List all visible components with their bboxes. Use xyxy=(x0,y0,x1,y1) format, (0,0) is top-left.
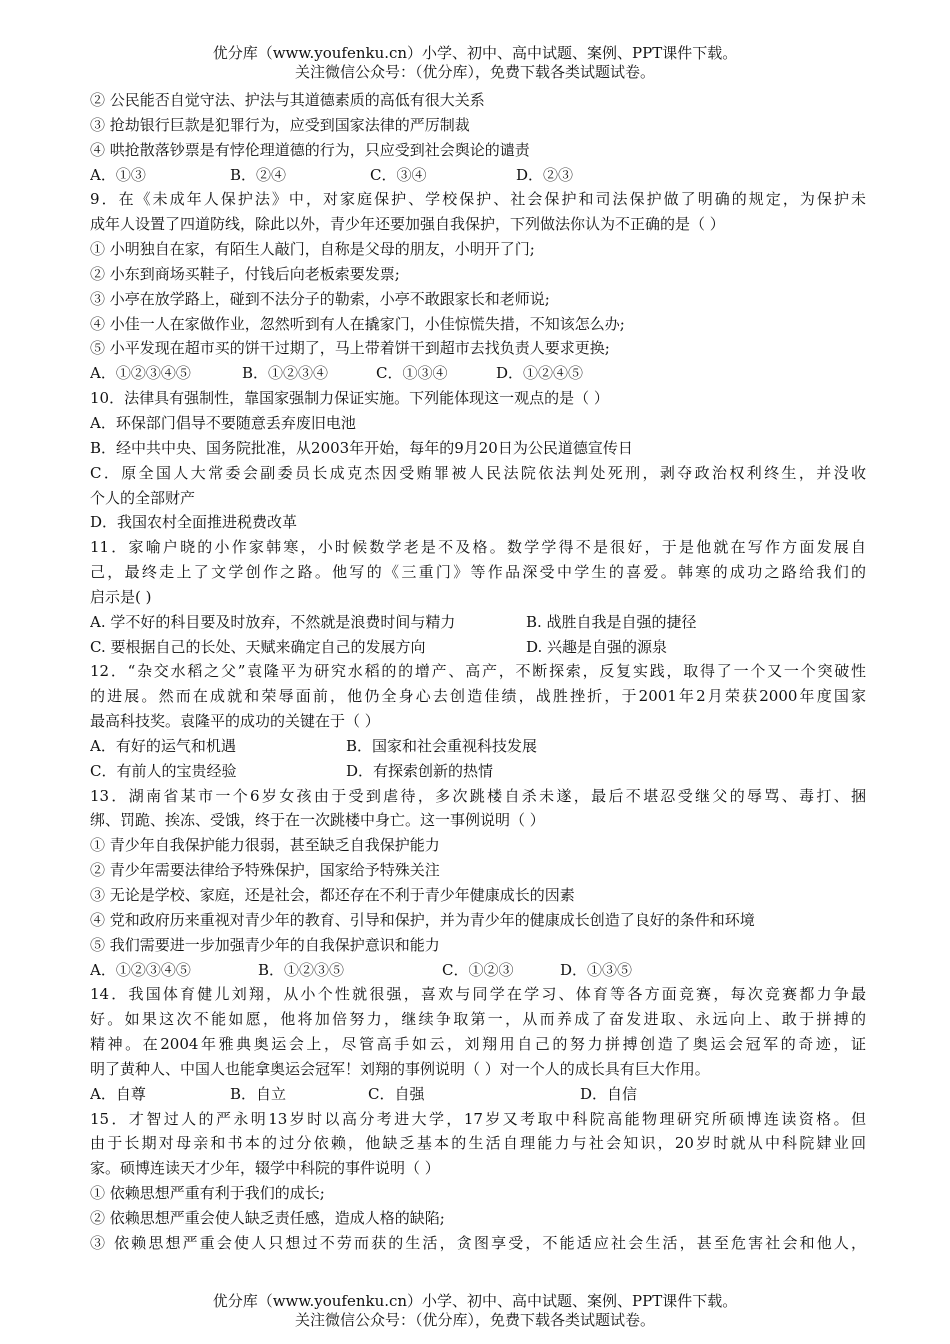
q11-option-c: C. 要根据自己的长处、天赋来确定自己的发展方向 xyxy=(90,637,426,656)
q10-option-c-line-1: C．原全国人大常委会副委员长成克杰因受贿罪被人民法院依法判处死刑，剥夺政治权利终生，并没收 xyxy=(90,463,866,482)
q10-option-b: B．经中共中央、国务院批准，从2003年开始，每年的9月20日为公民道德宣传日 xyxy=(90,438,633,457)
q13-item-4: ④ 党和政府历来重视对青少年的教育、引导和保护，并为青少年的健康成长创造了良好的条件和环境 xyxy=(90,910,755,929)
q10-option-c-line-2: 个人的全部财产 xyxy=(90,488,196,507)
q8-option-c: C．③④ xyxy=(370,165,427,184)
q9-options xyxy=(90,361,866,386)
q9-stem-line-1: 9．在《未成年人保护法》中，对家庭保护、学校保护、社会保护和司法保护做了明确的规定，为保护未 xyxy=(90,190,866,209)
q14-stem-line-3: 精神。在2004年雅典奥运会上，尽管高手如云，刘翔用自己的努力拼搏创造了奥运会冠军的奇迹，证 xyxy=(90,1035,866,1054)
q10-option-d: D．我国农村全面推进税费改革 xyxy=(90,513,298,532)
q15-stem-line-3: 家。硕博连读天才少年，辍学中科院的事件说明（ ） xyxy=(90,1159,440,1178)
q11-option-d: D. 兴趣是自强的源泉 xyxy=(526,637,668,656)
footer-line-2: 关注微信公众号：（优分库），免费下载各类试题试卷。 xyxy=(294,1311,655,1329)
q10-option-a: A．环保部门倡导不要随意丢弃废旧电池 xyxy=(90,413,356,432)
q10-stem: 10．法律具有强制性，靠国家强制力保证实施。下列能体现这一观点的是（ ） xyxy=(90,389,609,408)
q14-option-d: D．自信 xyxy=(580,1084,638,1103)
q9-item-1: ① 小明独自在家，有陌生人敲门，自称是父母的朋友，小明开了门; xyxy=(90,240,535,259)
q14-stem-line-1: 14．我国体育健儿刘翔，从小个性就很强，喜欢与同学在学习、体育等各方面竞赛，每次竞赛都力争最 xyxy=(90,985,866,1004)
q12-stem-line-2: 的进展。然而在成就和荣辱面前，他仍全身心去创造佳绩，战胜挫折，于2001年2月荣获2000年度国家 xyxy=(90,687,866,706)
q8-option-d: D．②③ xyxy=(516,165,574,184)
q11-options-row-2 xyxy=(90,635,866,660)
q8-item-2: ② 公民能否自觉守法、护法与其道德素质的高低有很大关系 xyxy=(90,91,485,109)
q13-item-3: ③ 无论是学校、家庭，还是社会，都还存在不利于青少年健康成长的因素 xyxy=(90,886,575,904)
q12-options-row-1 xyxy=(90,734,866,759)
q12-stem-line-3: 最高科技奖。袁隆平的成功的关键在于（ ） xyxy=(90,712,380,731)
page-footer xyxy=(0,1292,950,1330)
q8-item-3: ③ 抢劫银行巨款是犯罪行为，应受到国家法律的严厉制裁 xyxy=(90,115,470,134)
q13-item-1: ① 青少年自我保护能力很弱，甚至缺乏自我保护能力 xyxy=(90,836,440,855)
q13-option-c: C．①②③ xyxy=(442,960,514,979)
q9-item-3: ③ 小亭在放学路上，碰到不法分子的勒索，小亭不敢跟家长和老师说; xyxy=(90,289,550,308)
q11-stem-line-3: 启示是( ) xyxy=(90,587,152,606)
footer-line-1: 优分库（www.youfenku.cn）小学、初中、高中试题、案例、PPT课件下载。 xyxy=(212,1292,738,1310)
q9-option-b: B．①②③④ xyxy=(242,364,329,383)
q9-item-5: ⑤ 小平发现在超市买的饼干过期了，马上带着饼干到超市去找负责人要求更换; xyxy=(90,339,610,358)
q14-option-a: A．自尊 xyxy=(90,1084,146,1103)
exam-content xyxy=(90,88,866,1256)
q14-options xyxy=(90,1082,866,1107)
q12-option-b: B．国家和社会重视科技发展 xyxy=(346,736,538,755)
header-line-2: 关注微信公众号：（优分库），免费下载各类试题试卷。 xyxy=(294,63,655,81)
q13-item-5: ⑤ 我们需要进一步加强青少年的自我保护意识和能力 xyxy=(90,935,440,954)
q13-stem-line-1: 13．湖南省某市一个6岁女孩由于受到虐待，多次跳楼自杀未遂，最后不堪忍受继父的辱骂、毒打、捆 xyxy=(90,786,866,805)
q15-stem-line-1: 15．才智过人的严永明13岁时以高分考进大学，17岁又考取中科院高能物理研究所硕博连读资格。但 xyxy=(90,1109,866,1128)
q11-option-b: B. 战胜自我是自强的捷径 xyxy=(526,612,697,631)
q12-options-row-2 xyxy=(90,759,866,784)
q8-options xyxy=(90,163,866,188)
q8-item-4: ④ 哄抢散落钞票是有悖伦理道德的行为，只应受到社会舆论的谴责 xyxy=(90,140,530,159)
q14-stem-line-4: 明了黄种人、中国人也能拿奥运会冠军！刘翔的事例说明（ ）对一个人的成长具有巨大作用。 xyxy=(90,1059,710,1078)
q11-stem-line-1: 11．家喻户晓的小作家韩寒，小时候数学老是不及格。数学学得不是很好，于是他就在写作方面发展自 xyxy=(90,538,866,557)
q14-option-b: B．自立 xyxy=(230,1084,287,1103)
header-line-1: 优分库（www.youfenku.cn）小学、初中、高中试题、案例、PPT课件下载。 xyxy=(212,44,738,62)
page-header xyxy=(0,44,950,82)
q11-stem-line-2: 己，最终走上了文学创作之路。他写的《三重门》等作品深受中学生的喜爱。韩寒的成功之路给我们的 xyxy=(90,563,866,582)
q9-option-d: D．①②④⑤ xyxy=(496,364,584,383)
q15-item-2: ② 依赖思想严重会使人缺乏责任感，造成人格的缺陷; xyxy=(90,1208,445,1227)
q13-item-2: ② 青少年需要法律给予特殊保护，国家给予特殊关注 xyxy=(90,861,440,880)
q12-stem-line-1: 12．“杂交水稻之父”袁隆平为研究水稻的的增产、高产，不断探索，反复实践，取得了一个又一个突破性 xyxy=(90,662,866,681)
q13-option-b: B．①②③⑤ xyxy=(258,960,345,979)
q12-option-a: A．有好的运气和机遇 xyxy=(90,736,236,755)
q9-option-a: A．①②③④⑤ xyxy=(90,364,191,383)
q15-item-1: ① 依赖思想严重有利于我们的成长; xyxy=(90,1184,325,1203)
q15-item-3: ③ 依赖思想严重会使人只想过不劳而获的生活，贪图享受，不能适应社会生活，甚至危害社会和他人， xyxy=(90,1233,866,1252)
q9-option-c: C．①③④ xyxy=(376,364,448,383)
q11-options-row-1 xyxy=(90,610,866,635)
q9-item-2: ② 小东到商场买鞋子，付钱后向老板索要发票; xyxy=(90,264,400,283)
q14-stem-line-2: 好。如果这次不能如愿，他将加倍努力，继续争取第一，从而养成了奋发进取、永远向上、敢于拼搏的 xyxy=(90,1010,866,1029)
q15-stem-line-2: 由于长期对母亲和书本的过分依赖，他缺乏基本的生活自理能力与社会知识，20岁时就从中科院肄业回 xyxy=(90,1134,866,1153)
q8-option-b: B．②④ xyxy=(230,165,287,184)
q13-option-a: A．①②③④⑤ xyxy=(90,960,191,979)
q8-option-a: A．①③ xyxy=(90,165,146,184)
q12-option-c: C．有前人的宝贵经验 xyxy=(90,761,237,780)
q13-options xyxy=(90,958,866,983)
q14-option-c: C．自强 xyxy=(368,1084,425,1103)
q13-option-d: D．①③⑤ xyxy=(560,960,633,979)
q13-stem-line-2: 绑、罚跪、挨冻、受饿，终于在一次跳楼中身亡。这一事例说明（ ） xyxy=(90,811,545,830)
q12-option-d: D．有探索创新的热情 xyxy=(346,761,494,780)
q9-item-4: ④ 小佳一人在家做作业，忽然听到有人在撬家门，小佳惊慌失措，不知该怎么办; xyxy=(90,314,625,333)
q11-option-a: A. 学不好的科目要及时放弃，不然就是浪费时间与精力 xyxy=(90,612,456,631)
q9-stem-line-2: 成年人设置了四道防线，除此以外，青少年还要加强自我保护，下列做法你认为不正确的是（ ） xyxy=(90,215,725,234)
